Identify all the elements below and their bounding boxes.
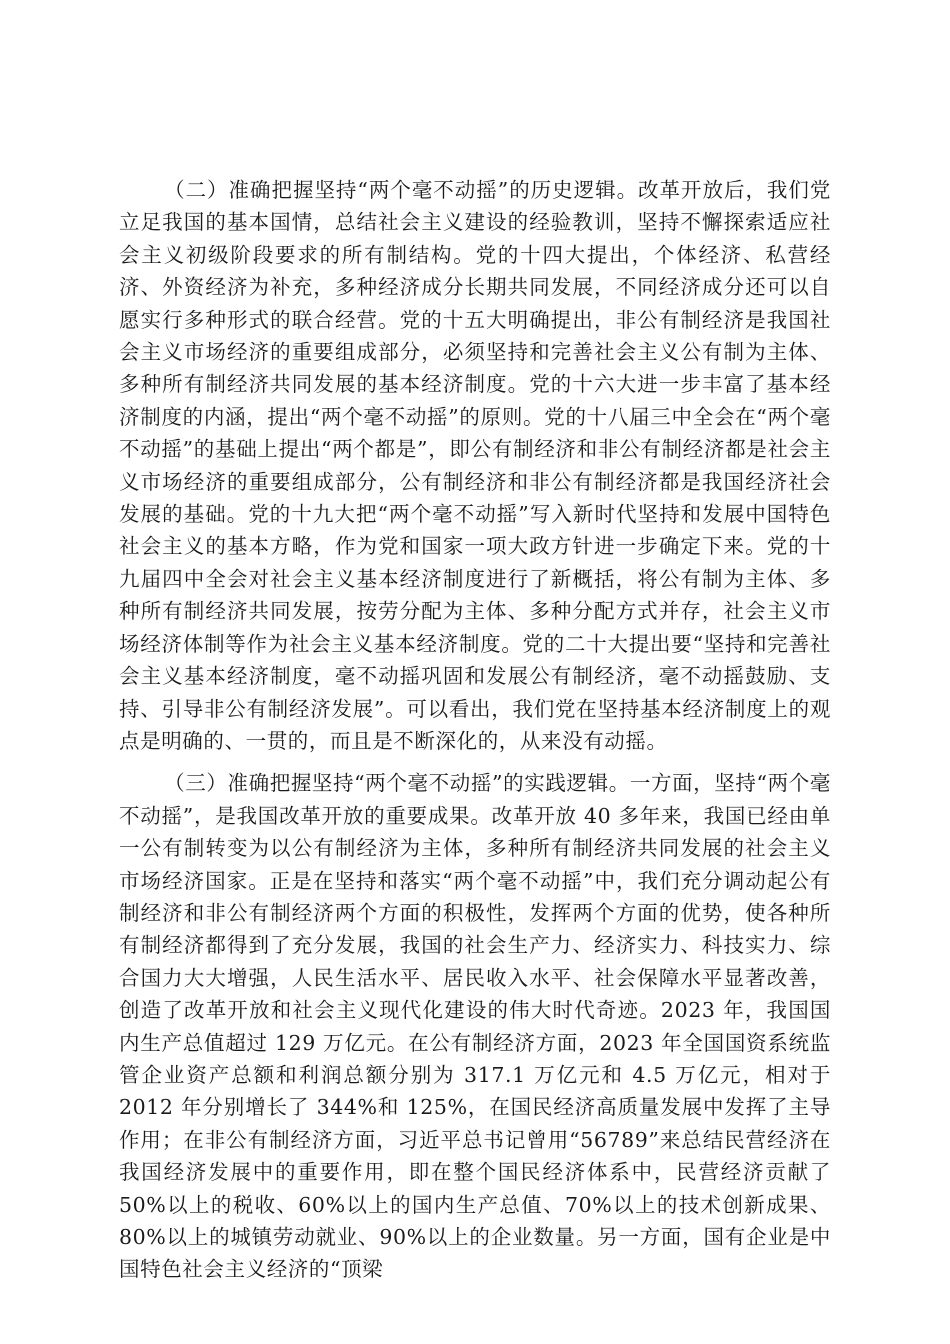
- paragraph-practical-logic: （三）准确把握坚持“两个毫不动摇”的实践逻辑。一方面，坚持“两个毫不动摇”，是我国改革开放的重要成果。改革开放 40 多年来，我国已经由单一公有制转变为以公有制经济为主体，多种所有制经济共同发展的社会主义市场经济国家。正是在坚持和落实“两个毫不动摇”中，我们充分调动起公有制经济和非公有制经济两个方面的积极性，发挥两个方面的优势，使各种所有制经济都得到了充分发展，我国的社会生产力、经济实力、科技实力、综合国力大大增强，人民生活水平、居民收入水平、社会保障水平显著改善，创造了改革开放和社会主义现代化建设的伟大时代奇迹。2023 年，我国国内生产总值超过 129 万亿元。在公有制经济方面，2023 年全国国资系统监管企业资产总额和利润总额分别为 317.1 万亿元和 4.5 万亿元，相对于 2012 年分别增长了 344%和 125%，在国民经济高质量发展中发挥了主导作用；在非公有制经济方面，习近平总书记曾用“56789”来总结民营经济在我国经济发展中的重要作用，即在整个国民经济体系中，民营经济贡献了 50%以上的税收、60%以上的国内生产总值、70%以上的技术创新成果、80%以上的城镇劳动就业、90%以上的企业数量。另一方面，国有企业是中国特色社会主义经济的“顶梁: [119, 771, 831, 1282]
- paragraph-historical-logic: （二）准确把握坚持“两个毫不动摇”的历史逻辑。改革开放后，我们党立足我国的基本国情，总结社会主义建设的经验教训，坚持不懈探索适应社会主义初级阶段要求的所有制结构。党的十四大提出，个体经济、私营经济、外资经济为补充，多种经济成分长期共同发展，不同经济成分还可以自愿实行多种形式的联合经营。党的十五大明确提出，非公有制经济是我国社会主义市场经济的重要组成部分，必须坚持和完善社会主义公有制为主体、多种所有制经济共同发展的基本经济制度。党的十六大进一步丰富了基本经济制度的内涵，提出“两个毫不动摇”的原则。党的十八届三中全会在“两个毫不动摇”的基础上提出“两个都是”，即公有制经济和非公有制经济都是社会主义市场经济的重要组成部分，公有制经济和非公有制经济都是我国经济社会发展的基础。党的十九大把“两个毫不动摇”写入新时代坚持和发展中国特色社会主义的基本方略，作为党和国家一项大政方针进一步确定下来。党的十九届四中全会对社会主义基本经济制度进行了新概括，将公有制为主体、多种所有制经济共同发展，按劳分配为主体、多种分配方式并存，社会主义市场经济体制等作为社会主义基本经济制度。党的二十大提出要“坚持和完善社会主义基本经济制度，毫不动摇巩固和发展公有制经济，毫不动摇鼓励、支持、引导非公有制经济发展”。可以看出，我们党在坚持基本经济制度上的观点是明确的、一贯的，而且是不断深化的，从来没有动摇。: [119, 178, 831, 753]
- document-body: [119, 174, 831, 1286]
